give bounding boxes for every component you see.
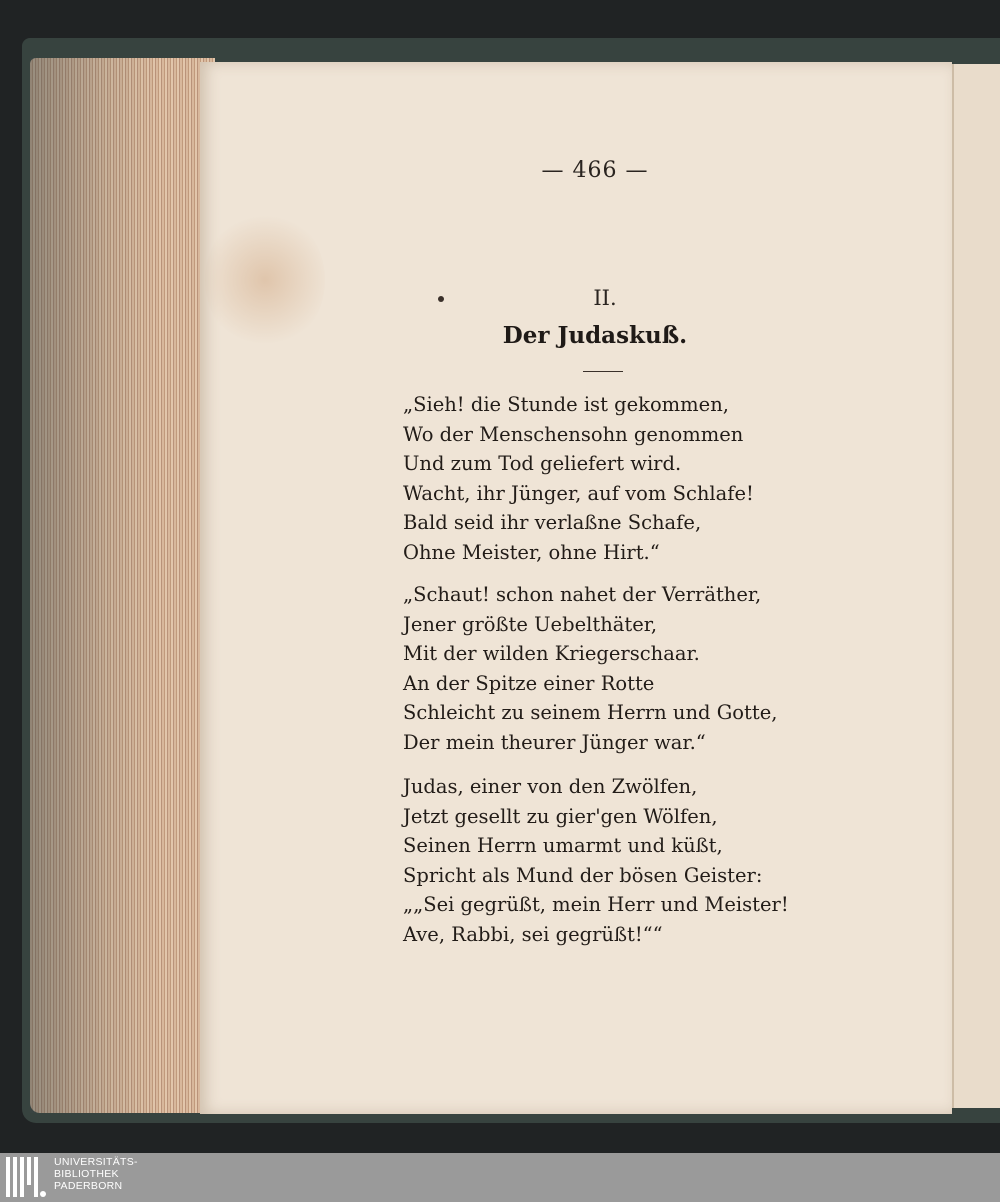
verse-line: Ohne Meister, ohne Hirt.“ <box>403 540 660 564</box>
verse-line: Seinen Herrn umarmt und küßt, <box>403 834 723 858</box>
section-numeral: II. <box>593 286 617 310</box>
stanza-1 <box>403 390 823 568</box>
library-name-line: BIBLIOTHEK <box>54 1168 119 1180</box>
verse-line: Spricht als Mund der bösen Geister: <box>403 863 763 887</box>
verse-line: Bald seid ihr verlaßne Schafe, <box>403 511 702 535</box>
verse-line: „Schaut! schon nahet der Verräther, <box>403 583 762 606</box>
stanza-2 <box>403 580 823 758</box>
facing-page-edge <box>952 64 1000 1108</box>
page-number: — 466 — <box>541 158 649 183</box>
verse-line: Schleicht zu seinem Herrn und Gotte, <box>403 701 778 725</box>
library-logo-icon <box>6 1157 46 1197</box>
verse-line: Jener größte Uebelthäter, <box>403 612 658 636</box>
verse-line: Mit der wilden Kriegerschaar. <box>403 642 700 666</box>
paper-stain <box>205 210 325 350</box>
verse-line: An der Spitze einer Rotte <box>403 671 655 695</box>
verse-line: Ave, Rabbi, sei gegrüßt!““ <box>403 922 663 946</box>
verse-line: Der mein theurer Jünger war.“ <box>403 730 706 754</box>
stanza-3 <box>403 772 823 950</box>
verse-line: Judas, einer von den Zwölfen, <box>403 775 698 798</box>
page-edges <box>30 58 215 1113</box>
title-rule <box>583 371 623 372</box>
verse-line: Wo der Menschensohn genommen <box>403 422 744 446</box>
library-name-line: UNIVERSITÄTS- <box>54 1156 138 1168</box>
footer-bar <box>0 1153 1000 1202</box>
poem-title: Der Judaskuß. <box>502 322 688 349</box>
ink-speck <box>438 296 444 302</box>
verse-line: Und zum Tod geliefert wird. <box>403 452 682 476</box>
verse-line: „Sieh! die Stunde ist gekommen, <box>403 393 729 416</box>
verse-line: Jetzt gesellt zu gier'gen Wölfen, <box>403 804 718 828</box>
library-name-line: PADERBORN <box>54 1180 123 1192</box>
verse-line: „„Sei gegrüßt, mein Herr und Meister! <box>403 893 789 917</box>
library-name <box>54 1156 138 1192</box>
verse-line: Wacht, ihr Jünger, auf vom Schlafe! <box>403 481 754 505</box>
